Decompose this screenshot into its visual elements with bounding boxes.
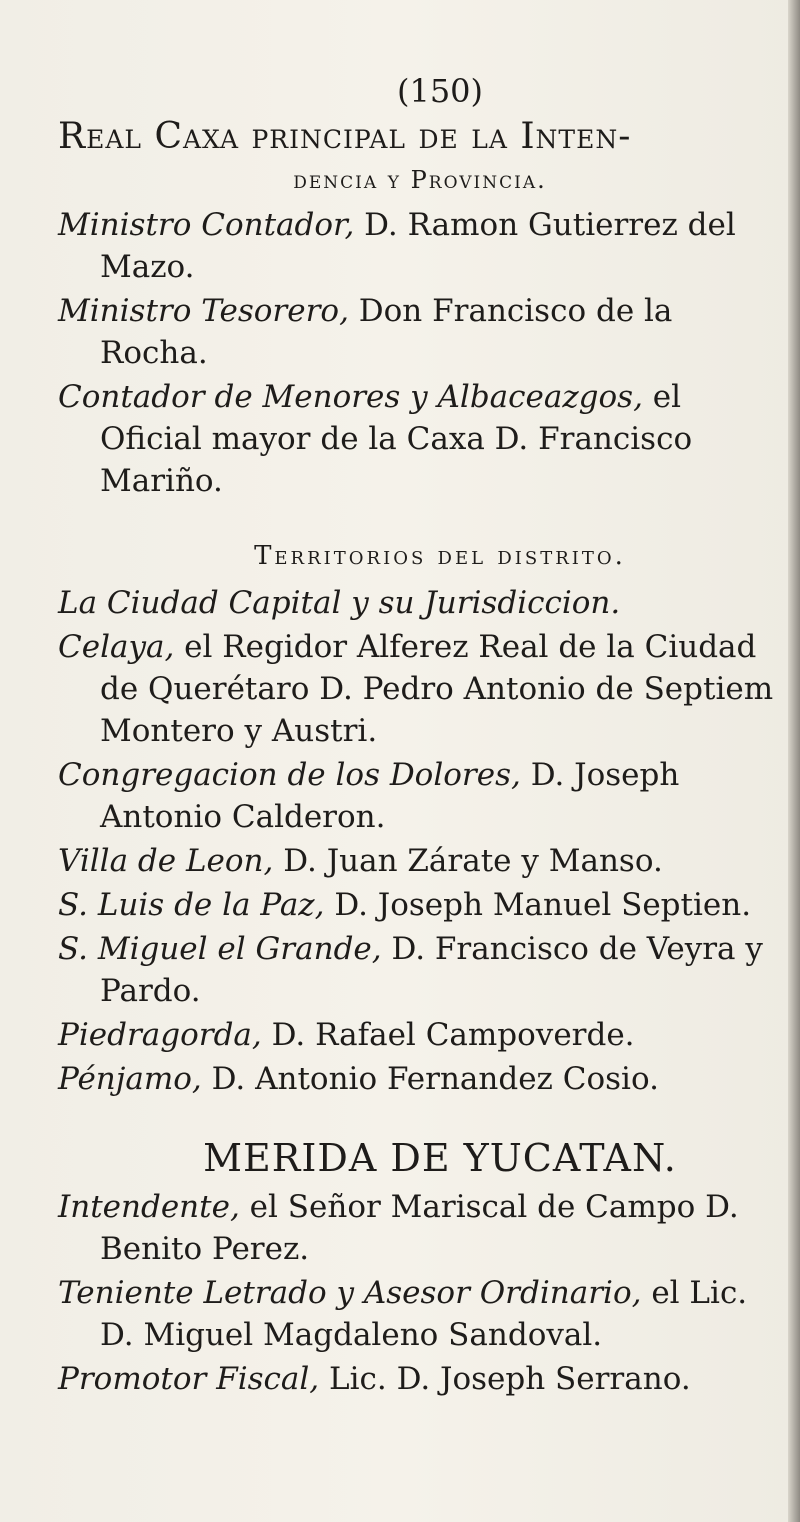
official-entry (58, 376, 782, 502)
territory-entry (58, 754, 782, 838)
territory-place: Villa de Leon, (58, 843, 274, 879)
section-heading-caxa-cont: dencia y Provincia. (293, 166, 547, 194)
territory-place: S. Miguel el Grande, (58, 931, 382, 967)
official-entry (58, 204, 782, 288)
territory-place: Celaya, (58, 629, 175, 665)
merida-official: el Señor Mariscal de Campo D. Benito Perez. (100, 1189, 739, 1267)
territory-entry (58, 582, 782, 624)
territory-place: Pénjamo, (58, 1061, 202, 1097)
territory-place: Piedragorda, (58, 1017, 262, 1053)
official-role: Ministro Contador, (58, 207, 355, 243)
merida-heading: MERIDA DE YUCATAN. (203, 1136, 677, 1180)
merida-entry (58, 1272, 782, 1356)
territory-official: D. Antonio Fernandez Cosio. (201, 1061, 659, 1097)
official-role: Contador de Menores y Albaceazgos, (58, 379, 643, 415)
territory-official: D. Joseph Antonio Calderon. (100, 757, 680, 835)
territory-official: D. Rafael Campoverde. (261, 1017, 635, 1053)
merida-role: Intendente, (58, 1189, 240, 1225)
territory-entry (58, 928, 782, 1012)
territories-heading: Territorios del distrito. (254, 541, 626, 571)
official-entry (58, 290, 782, 374)
territory-entry (58, 840, 782, 882)
official-name: D. Ramon Gutierrez del Mazo. (100, 207, 736, 285)
merida-official: el Lic. D. Miguel Magdaleno Sandoval. (100, 1275, 748, 1353)
territory-official: D. Joseph Manuel Septien. (324, 887, 752, 923)
territory-entry (58, 1058, 782, 1100)
official-role: Ministro Tesorero, (58, 293, 349, 329)
merida-entry (58, 1358, 782, 1400)
official-name: Don Francisco de la Rocha. (100, 293, 673, 371)
page-content (58, 70, 782, 1402)
section-heading-caxa: Real Caxa principal de la Inten- (58, 116, 632, 157)
merida-role: Promotor Fiscal, (58, 1361, 320, 1397)
territory-place: S. Luis de la Paz, (58, 887, 325, 923)
merida-official: Lic. D. Joseph Serrano. (319, 1361, 691, 1397)
territory-entry (58, 1014, 782, 1056)
territory-entry (58, 626, 782, 752)
merida-role: Teniente Letrado y Asesor Ordinario, (58, 1275, 642, 1311)
territory-official: D. Francisco de Veyra y Pardo. (100, 931, 763, 1009)
territory-entry (58, 884, 782, 926)
territory-official: el Regidor Alferez Real de la Ciudad de Querétaro D. Pedro Antonio de Septiem Montero y Austri. (100, 629, 774, 749)
territory-place: Congregacion de los Dolores, (58, 757, 521, 793)
territory-place: La Ciudad Capital y su Jurisdiccion. (58, 585, 621, 621)
page-edge-shadow (788, 0, 800, 1522)
territory-official: D. Juan Zárate y Manso. (273, 843, 663, 879)
merida-entry (58, 1186, 782, 1270)
official-name: el Oficial mayor de la Caxa D. Francisco Mariño. (100, 379, 693, 499)
page-number: (150) (396, 72, 484, 110)
